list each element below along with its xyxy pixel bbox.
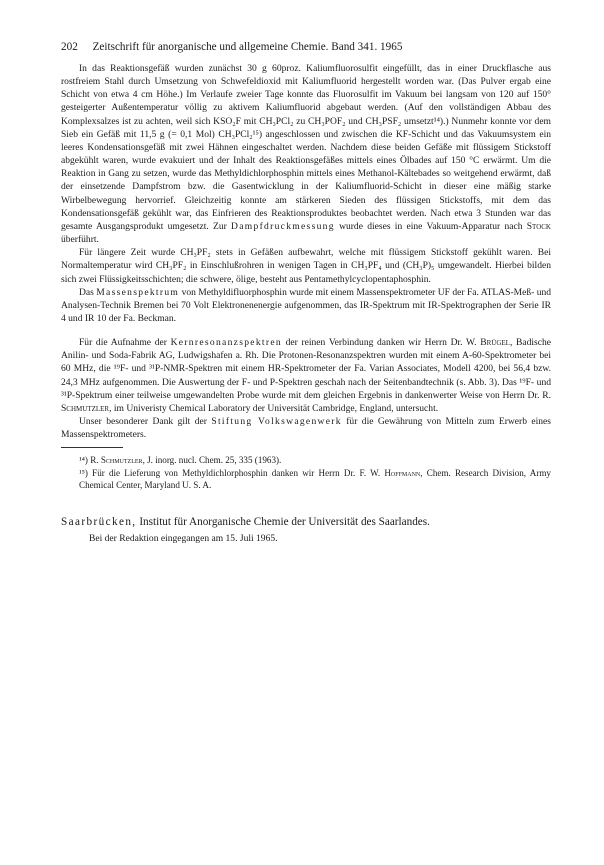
footnote-divider (61, 447, 123, 448)
footnote-text: , Chem. Research Division, Army Chemical Center, Maryland U. S. A. (79, 467, 551, 491)
paragraph-text: für die Gewährung von Mitteln zum Erwerb eines Massenspektrometers. (61, 416, 552, 441)
paragraph-text: der reinen Verbindung danken wir Herrn Dr. W. (285, 337, 477, 349)
body-text (61, 62, 551, 441)
author-name: R. Schmutzler (90, 455, 143, 466)
author-name: Hoffmann (384, 467, 421, 478)
paragraph-text: , Badische Anilin- und Soda-Fabrik AG, Ludwigshafen a. Rh. Die Protonen-Resonanzspektren wurden mit einem A-60-Spektrometer bei 60 MHz, die ¹⁹F- und ³¹P-NMR-Spektren mit einem HR-Spektrometer der Fa. Varian Associates, Modell 4200, bei 56,4 bzw. 24,3 MHz aufgenommen. Die Auswertung der F- und P-Spektren geschah nach der Seitenbandtechnik (s. Abb. 3). Das ¹⁹F- und ³¹P-Spektrum einer teilweise umgewandelten Probe wurde mit dem gleichen Ergebnis in dankenwerter Weise von Herrn Dr. R. (61, 337, 551, 401)
footnotes (61, 454, 551, 491)
spaced-term: Kernresonanzspektren (170, 337, 282, 349)
paragraph-text: wurde dieses in eine Vakuum-Apparatur nach (339, 220, 523, 232)
page-number: 202 (61, 41, 78, 53)
paragraph-text: Unser besonderer Dank gilt der (79, 416, 207, 428)
paragraph-storage: Für längere Zeit wurde CH₃PF₂ stets in Gefäßen aufbewahrt, welche mit flüssigem Stickstoff gekühlt waren. Bei Normaltemperatur wird CH₃PF₂ in Einschlußrohren in wenigen Tagen in CH₃PF₄ und (CH₃P)₅ umgewandelt. Hierbei bilden sich zwei Flüssigkeitsschichten; die schwere, ölige, besteht aus Pentamethylcyclopentaphosphin. (61, 247, 551, 285)
footnote-text: , J. inorg. nucl. Chem. 25, 335 (1963). (142, 455, 282, 466)
paragraph-text: In das Reaktionsgefäß wurden zunächst 30 g 60proz. Kaliumfluorosulfit eingefüllt, das in einer Druckflasche aus rostfreiem Stahl durch Umsetzung von Schwefeldioxid mit Kaliumfluorid hergestellt worden war. (Das Pulver ergab eine Schicht von etwa 4 cm Höhe.) Im Verlaufe zweier Tage konnte das Fluorosulfit im Vakuum bei langsam von 120 auf 150° gesteigerter Außentemperatur völlig zu aktivem Kaliumfluorid abgebaut werden. (Auf den vollständigen Abbau des Komplexsalzes ist zu achten, weil sich KSO₂F mit CH₃PCl₂ zu CH₃POF₂ und CH₃PSF₂ umsetzt¹⁴).) Nunmehr konnte vor dem Sieb ein Gefäß mit 11,5 g (= 0,1 Mol) CH₃PCl₂¹⁵) angeschlossen und zwischen die KF-Schicht und das Vakuumsystem ein leeres Kondensationsgefäß mit zwei Hähnen eingeschaltet werden. Nachdem diese beiden Gefäße mit flüssigem Stickstoff abgekühlt waren, wurde evakuiert und der Inhalt des Reaktionsgefäßes mittels eines Ölbades auf 150 °C erwärmt. Um die Reaktion in Gang zu setzen, wurde das Methyldichlorphosphin mittels eines Methanol-Kältebades so weitgehend erwärmt, daß der einsetzende Dampfstrom bzw. die Gasentwicklung in der Kaliumfluorid-Schicht in dieser eine mäßig starke Wirbelbewegung hervorrief. Gleichzeitig konnte am stärkeren Sieden des flüssigen Stickstoffs, mit dem das Kondensationsgefäß gekühlt war, das Einfrieren des Reaktionsproduktes beobachtet werden. Nach etwa 3 Stunden war das gesamte Ausgangsprodukt umgesetzt. Zur (61, 63, 551, 232)
footnote-text: Für die Lieferung von Methyldichlorphosphin danken wir Herrn Dr. F. W. (92, 467, 381, 478)
author-name: Schmutzler (61, 402, 110, 414)
affiliation (61, 515, 551, 530)
author-name: Brügel (480, 337, 510, 349)
paragraph-text: von Methyldifluorphosphin wurde mit einem Massenspektrometer UF der Fa. ATLAS-Meß- und Analysen-Technik Bremen bei 70 Volt Elektronenenergie aufgenommen, das IR-Spektrum mit IR-Spektrographen der Serie IR 4 und IR 10 der Fa. Beckman. (61, 286, 552, 324)
paragraph-nmr-acknowledgement (61, 336, 551, 415)
paragraph-mass-spectrum (61, 286, 551, 325)
paragraph-text: Das (79, 286, 94, 298)
footnote-14 (61, 454, 551, 466)
author-name: Stock (526, 220, 551, 232)
paragraph-funding-acknowledgement (61, 415, 551, 441)
journal-page (61, 40, 551, 545)
footnote-marker: ¹⁴) (79, 455, 88, 466)
affiliation-place: Saarbrücken, (61, 515, 137, 528)
running-header (61, 40, 551, 54)
footnote-marker: ¹⁵) (79, 467, 88, 478)
spaced-term: Dampfdruckmessung (231, 220, 335, 232)
paragraph-reaction-procedure (61, 62, 551, 246)
paragraph-text: überführt. (61, 234, 99, 246)
paragraph-text: , im Univeristy Chemical Laboratory der Universität Cambridge, England, untersucht. (109, 402, 439, 414)
running-title: Zeitschrift für anorganische und allgemeine Chemie. Band 341. 1965 (92, 41, 403, 53)
affiliation-institute: Institut für Anorganische Chemie der Universität des Saarlandes. (139, 515, 430, 528)
received-date: Bei der Redaktion eingegangen am 15. Juli 1965. (89, 533, 278, 545)
spaced-term: Massenspektrum (96, 286, 180, 298)
paragraph-text: Für die Aufnahme der (79, 337, 167, 349)
footnote-15 (61, 467, 551, 492)
spaced-term: Stiftung Volkswagenwerk (211, 416, 342, 428)
